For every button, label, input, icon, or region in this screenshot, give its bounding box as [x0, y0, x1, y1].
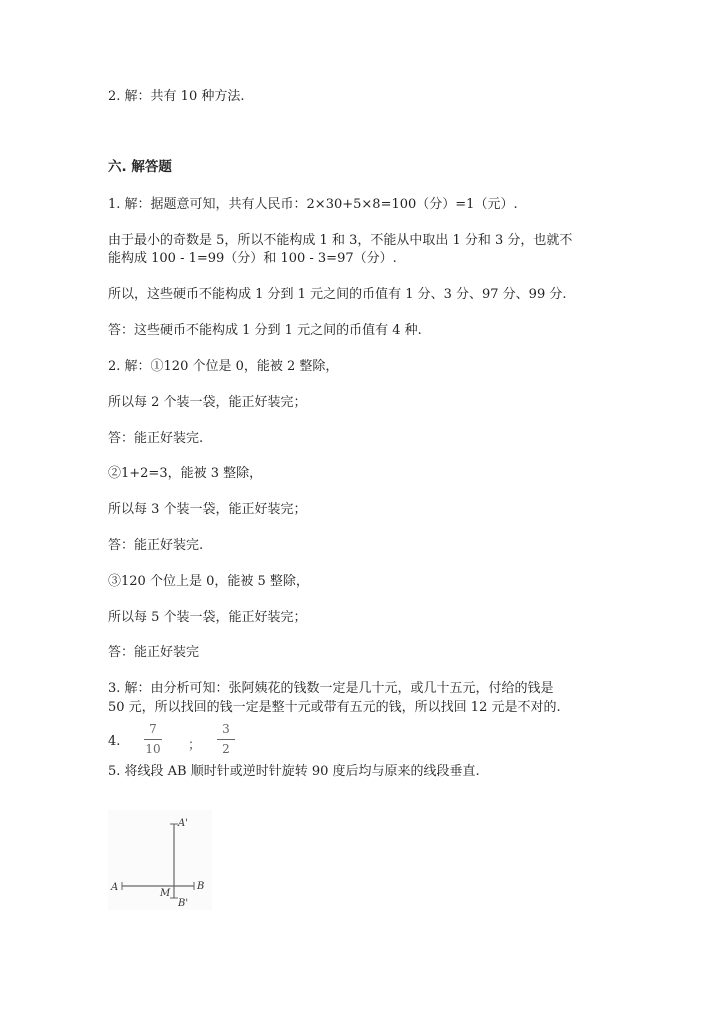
q4-answer: [108, 722, 328, 762]
q3-line-2: 50 元，所以找回的钱一定是整十元或带有五元的钱，所以找回 12 元是不对的.: [108, 700, 561, 715]
q4-label: 4.: [108, 734, 121, 749]
label-b-prime: B': [178, 898, 189, 909]
q3-line-1: 3. 解：由分析可知：张阿姨花的钱数一定是几十元，或几十五元，付给的钱是: [108, 681, 554, 696]
section-heading: 六. 解答题: [108, 159, 172, 175]
fraction-bar: [144, 739, 162, 740]
fraction-seven-tenths: [141, 722, 165, 757]
q2-line-7: ③120 个位上是 0，能被 5 整除，: [108, 574, 309, 589]
q2-line-2: 所以每 2 个装一袋，能正好装完；: [108, 395, 307, 410]
q2-line-5: 所以每 3 个装一袋，能正好装完；: [108, 502, 307, 517]
q1-line-4: 所以，这些硬币不能构成 1 分到 1 元之间的币值有 1 分、3 分、97 分、99 分.: [108, 287, 567, 302]
fraction-three-halves: [214, 722, 238, 757]
rotation-diagram: [108, 810, 212, 910]
q2-line-8: 所以每 5 个装一袋，能正好装完；: [108, 610, 307, 625]
fraction-denominator: 2: [222, 742, 230, 756]
q1-line-2: 由于最小的奇数是 5，所以不能构成 1 和 3，不能从中取出 1 分和 3 分，也就不: [108, 233, 573, 248]
q2-line-1: 2. 解：①120 个位是 0，能被 2 整除，: [108, 359, 339, 374]
fraction-denominator: 10: [145, 742, 161, 756]
label-b: B: [197, 881, 205, 892]
q1-line-3: 能构成 100 - 1=99（分）和 100 - 3=97（分）.: [108, 251, 397, 266]
q2-answer-1: 答：能正好装完.: [108, 431, 204, 446]
fraction-numerator: 3: [222, 722, 230, 736]
q1-line-1: 1. 解：据题意可知，共有人民币：2×30+5×8=100（分）=1（元）.: [108, 197, 518, 212]
fraction-numerator: 7: [149, 722, 157, 736]
q2-answer-2: 答：能正好装完.: [108, 538, 204, 553]
label-a: A: [111, 882, 119, 893]
q4-separator: ；: [188, 738, 202, 753]
q5-line: 5. 将线段 AB 顺时针或逆时针旋转 90 度后均与原来的线段垂直.: [108, 764, 480, 779]
rotation-figure: [108, 810, 212, 910]
q2-line-4: ②1+2=3，能被 3 整除，: [108, 466, 263, 481]
fraction-bar: [217, 739, 235, 740]
answer-line-5-2: 2. 解：共有 10 种方法.: [108, 89, 245, 104]
label-m: M: [160, 888, 171, 899]
q2-answer-3: 答：能正好装完: [108, 645, 200, 660]
label-a-prime: A': [178, 818, 188, 829]
q1-answer: 答：这些硬币不能构成 1 分到 1 元之间的币值有 4 种.: [108, 323, 422, 338]
